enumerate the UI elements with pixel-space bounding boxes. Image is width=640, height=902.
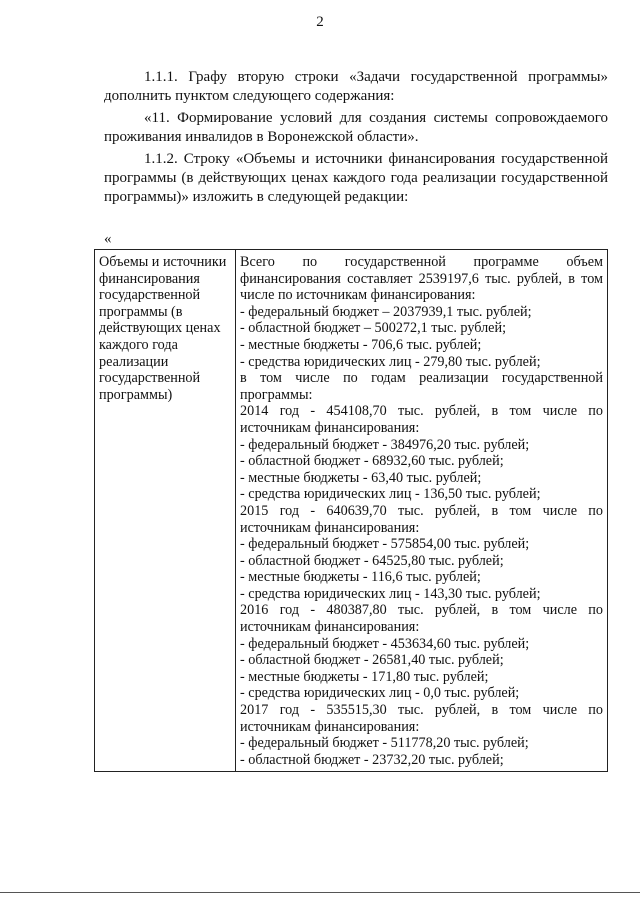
year-block [240,503,603,603]
paragraph-item-11: «11. Формирование условий для создания системы сопровождаемого проживания инвалидов в Воронежской области». [104,110,608,145]
year-line: - местные бюджеты - 171,80 тыс. рублей; [240,668,489,685]
year-line: - федеральный бюджет - 511778,20 тыс. рублей; [240,735,529,752]
year-header: 2017 год - 535515,30 тыс. рублей, в том числе по источникам финансирования: [240,702,603,735]
funding-label: Объемы и источники финансирования государственной программы (в действующих ценах каждого года реализации государственной программы) [99,254,227,403]
year-line: - федеральный бюджет - 575854,00 тыс. рублей; [240,536,530,553]
year-line: - областной бюджет - 26581,40 тыс. рублей; [240,652,504,669]
funding-content-cell [236,250,608,772]
body-text [104,68,608,210]
year-block [240,403,603,503]
paragraph-1-1-1: 1.1.1. Графу вторую строки «Задачи государственной программы» дополнить пунктом следующего содержания: [104,69,608,104]
year-line: - средства юридических лиц - 0,0 тыс. рублей; [240,685,520,702]
funding-table [94,249,608,772]
year-line: - федеральный бюджет - 453634,60 тыс. рублей; [240,635,530,652]
year-line: - областной бюджет - 68932,60 тыс. рублей; [240,453,504,470]
years-breakdown [240,403,603,768]
total-line: - федеральный бюджет – 2037939,1 тыс. рублей; [240,303,532,320]
funding-row [95,250,608,772]
year-header: 2015 год - 640639,70 тыс. рублей, в том числе по источникам финансирования: [240,502,603,536]
year-block [240,702,603,768]
year-line: - федеральный бюджет - 384976,20 тыс. рублей; [240,436,530,453]
year-header: 2016 год - 480387,80 тыс. рублей, в том числе по источникам финансирования: [240,602,603,636]
year-line: - средства юридических лиц - 136,50 тыс. рублей; [240,486,541,503]
total-line: - средства юридических лиц - 279,80 тыс. рублей; [240,353,541,370]
year-line: - средства юридических лиц - 143,30 тыс. рублей; [240,585,541,602]
by-years-intro: в том числе по годам реализации государственной программы: [240,370,603,403]
funding-intro: Всего по государственной программе объем финансирования составляет 2539197,6 тыс. рублей, в том числе по источникам финансирования: [240,254,603,304]
year-line: - областной бюджет - 23732,20 тыс. рублей; [240,751,504,768]
paragraph-1-1-2: 1.1.2. Строку «Объемы и источники финансирования государственной программы (в действующих ценах каждого года реализации государственной программы)» изложить в следующей редакции: [104,151,608,205]
opening-quote: « [104,231,112,247]
year-header: 2014 год - 454108,70 тыс. рублей, в том числе по источникам финансирования: [240,403,603,436]
year-line: - местные бюджеты - 63,40 тыс. рублей; [240,469,482,486]
page-bottom-rule [0,892,640,893]
funding-label-cell [95,250,236,772]
year-line: - местные бюджеты - 116,6 тыс. рублей; [240,569,481,586]
total-lines [240,304,603,370]
page-number: 2 [316,14,324,30]
total-line: - местные бюджеты - 706,6 тыс. рублей; [240,336,482,353]
year-line: - областной бюджет - 64525,80 тыс. рублей; [240,552,504,569]
total-line: - областной бюджет – 500272,1 тыс. рублей; [240,320,507,337]
year-block [240,602,603,702]
